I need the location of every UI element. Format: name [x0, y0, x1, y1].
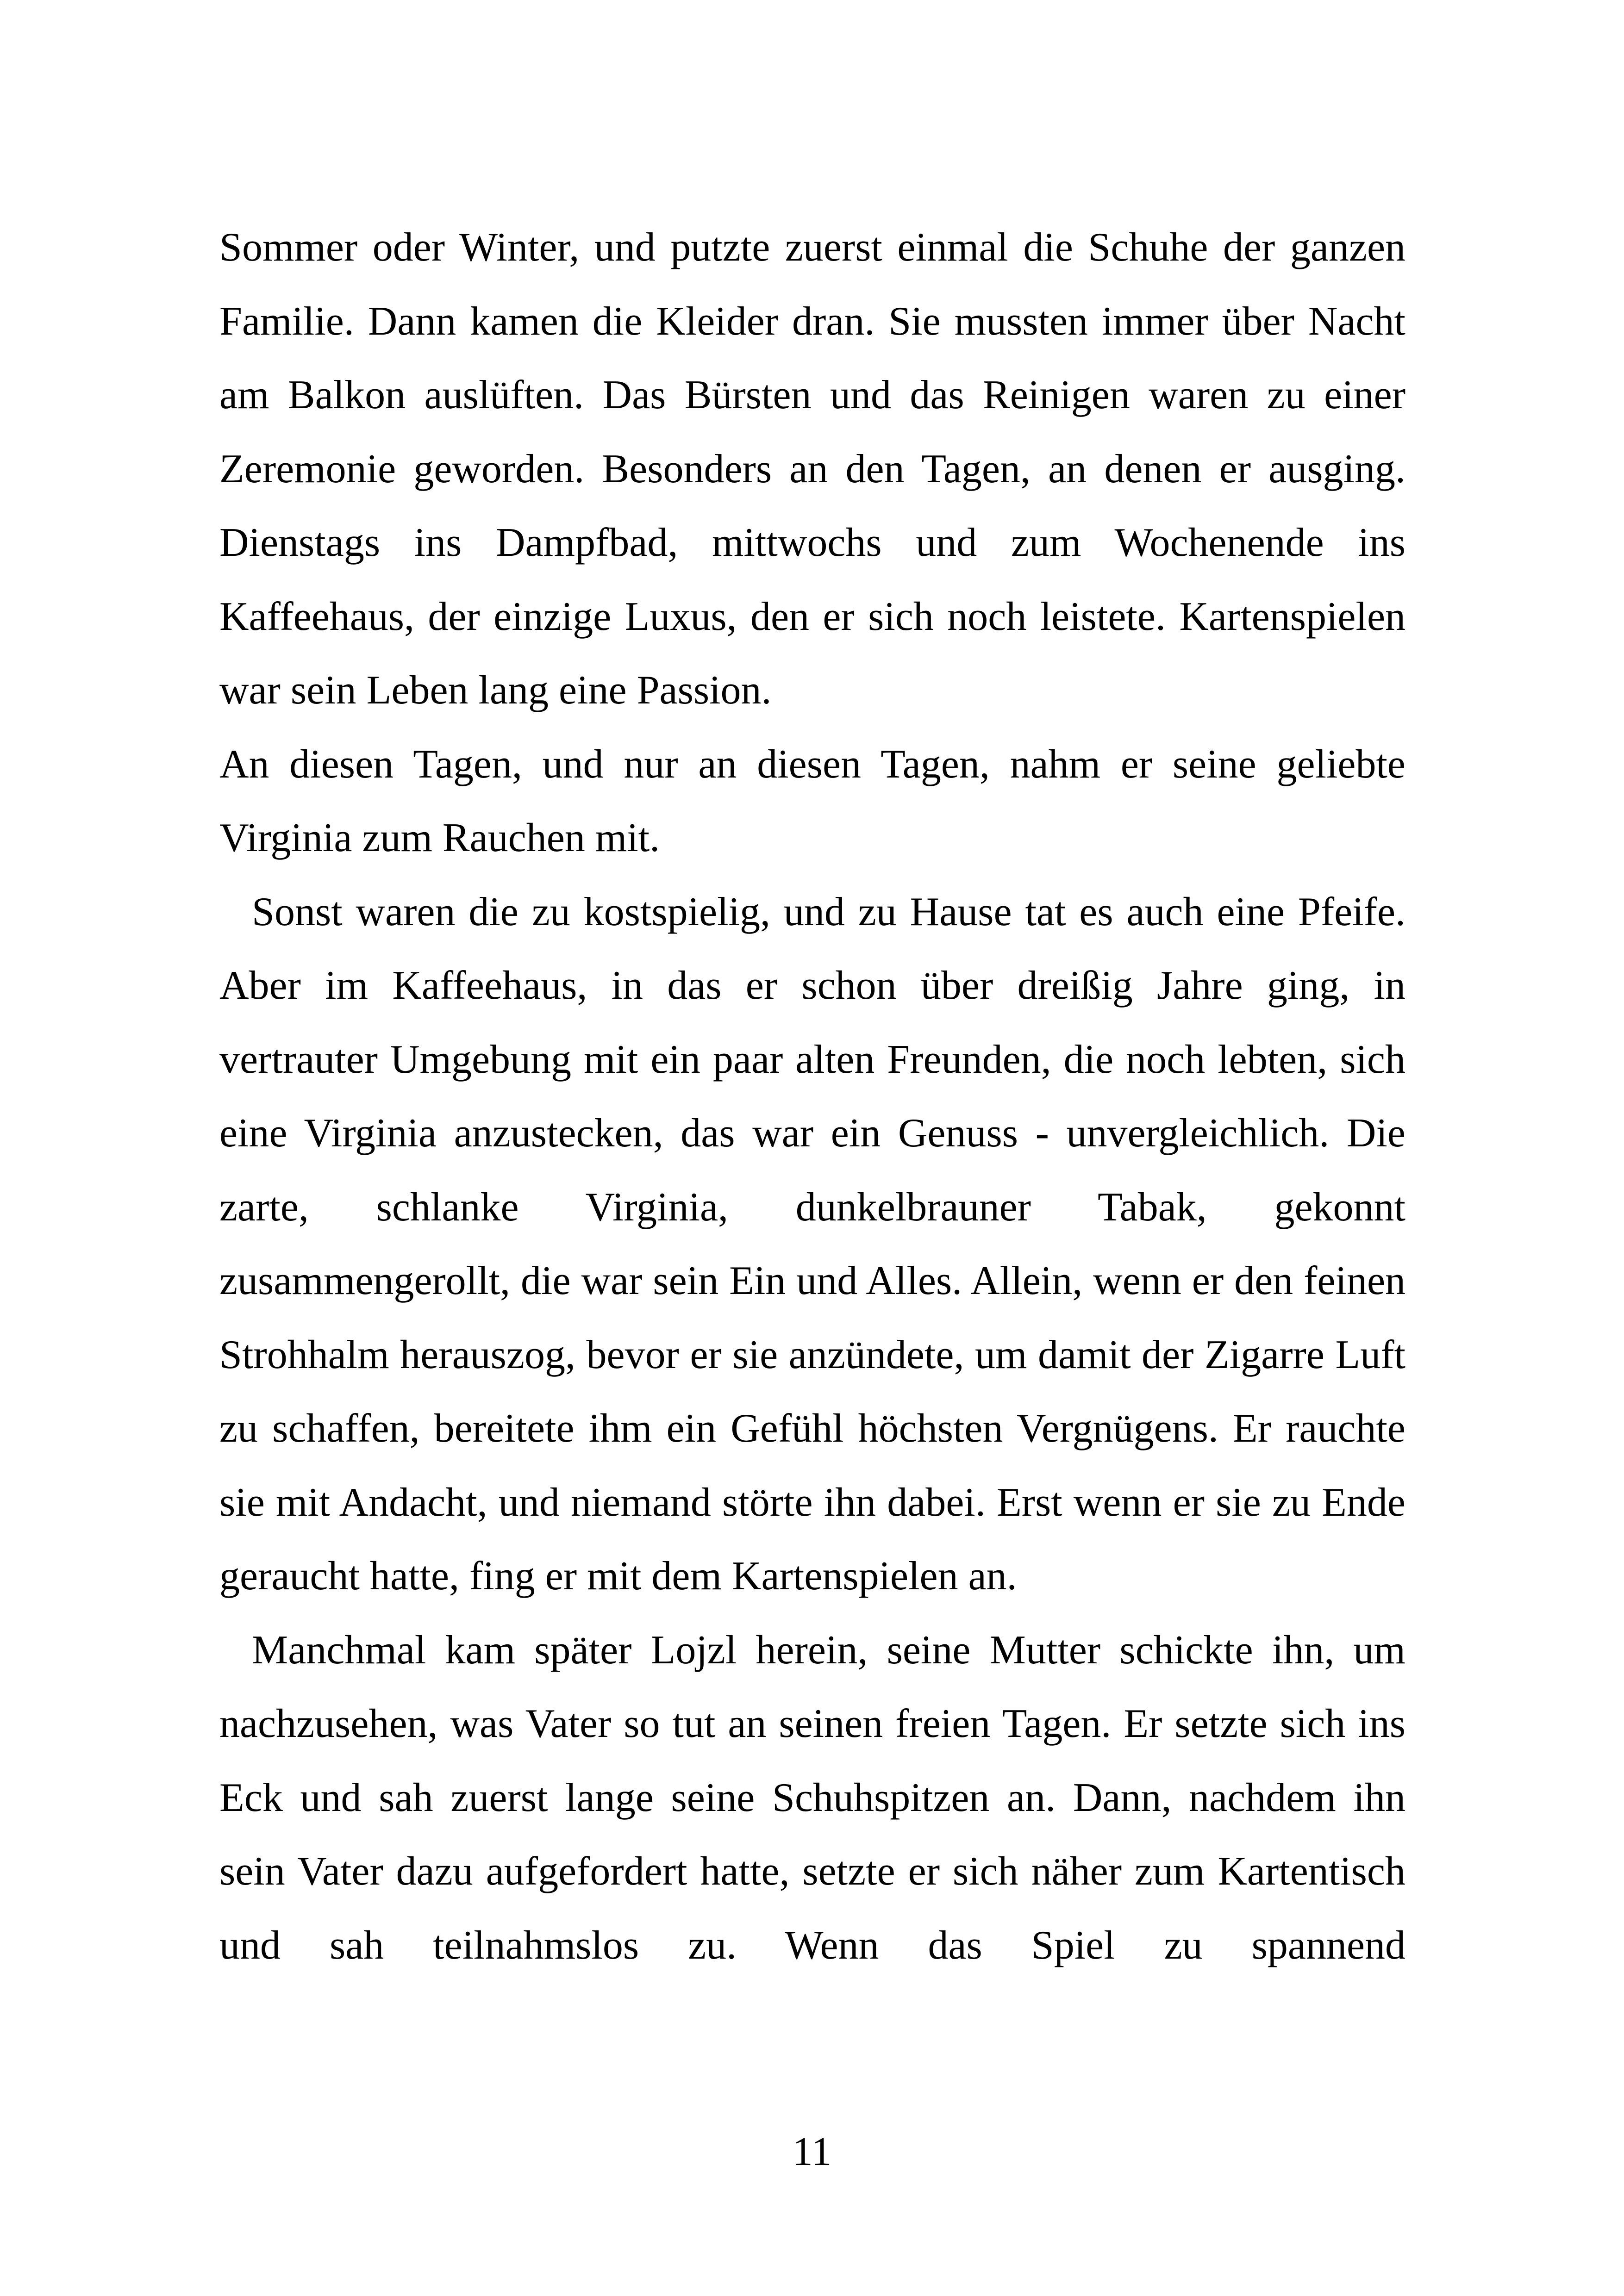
paragraph: An diesen Tagen, und nur an diesen Tagen, nahm er seine geliebte Virginia zum Rauchen mit. — [219, 741, 1405, 860]
body-text — [219, 211, 1405, 1982]
paragraph: Sommer oder Winter, und putzte zuerst einmal die Schuhe der ganzen Familie. Dann kamen die Kleider dran. Sie mussten immer über Nacht am Balkon auslüften. Das Bürsten und das Reinigen waren zu einer Zeremonie geworden. Besonders an den Tagen, an denen er ausging. Dienstags ins Dampfbad, mittwochs und zum Wochenende ins Kaffeehaus, der einzige Luxus, den er sich noch leistete. Kartenspielen war sein Leben lang eine Passion. — [219, 225, 1405, 713]
paragraph: Sonst waren die zu kostspielig, und zu Hause tat es auch eine Pfeife. Aber im Kaffeehaus, in das er schon über dreißig Jahre ging, in vertrauter Umgebung mit ein paar alten Freunden, die noch lebten, sich eine Virginia anzustecken, das war ein Genuss - unvergleichlich. Die zarte, schlanke Virginia, dunkelbrauner Tabak, gekonnt zusammengerollt, die war sein Ein und Alles. Allein, wenn er den feinen Strohhalm herauszog, bevor er sie anzündete, um damit der Zigarre Luft zu schaffen, bereitete ihm ein Gefühl höchsten Vergnügens. Er rauchte sie mit Andacht, und niemand störte ihn dabei. Erst wenn er sie zu Ende geraucht hatte, fing er mit dem Kartenspielen an. — [219, 889, 1405, 1599]
page-number: 11 — [792, 2129, 832, 2174]
paragraph: Manchmal kam später Lojzl herein, seine Mutter schickte ihn, um nachzusehen, was Vater so tut an seinen freien Tagen. Er setzte sich ins Eck und sah zuerst lange seine Schuhspitzen an. Dann, nachdem ihn sein Vater dazu aufgefordert hatte, setzte er sich näher zum Kartentisch und sah teilnahmslos zu. Wenn das Spiel zu spannend — [219, 1627, 1405, 1968]
